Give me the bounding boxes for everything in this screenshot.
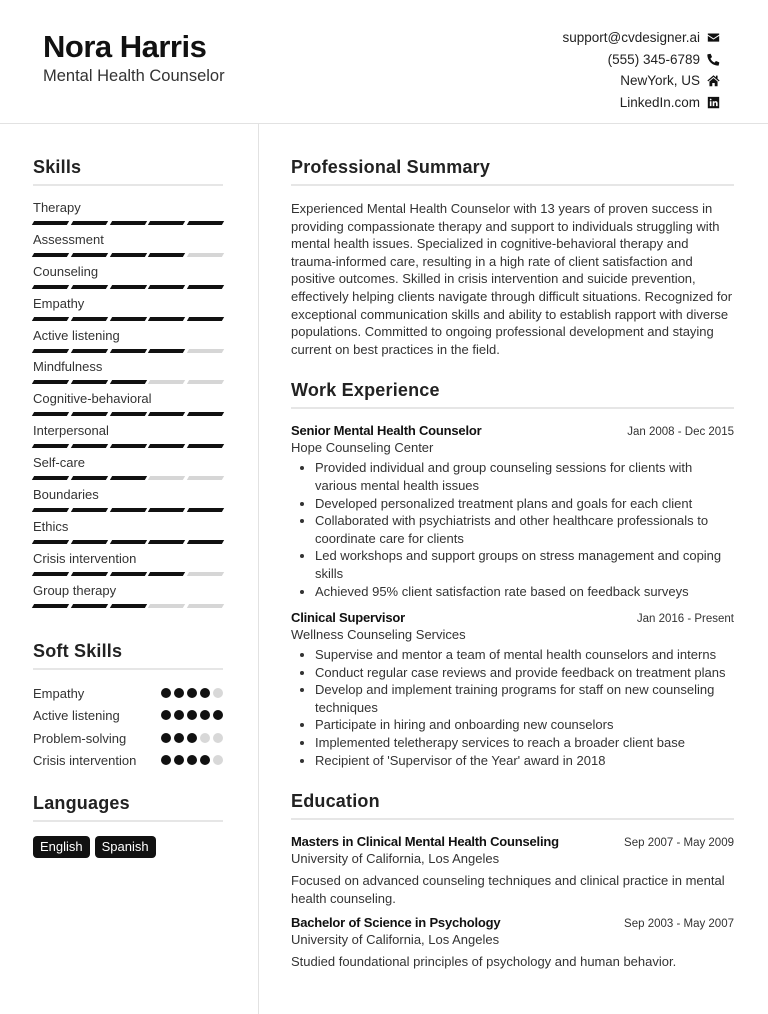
degree-title: Bachelor of Science in Psychology <box>291 915 501 931</box>
skill-level-segment <box>187 285 224 289</box>
skill-level-segment <box>187 604 224 608</box>
skill-level-segment <box>32 540 69 544</box>
summary-text: Experienced Mental Health Counselor with 13 years of proven success in providing compassionate therapy and support to individuals struggling with mental health issues. Specialized in cognitive-behavioral therapy and trauma-informed care, resulting in a high rate of client satisfaction and positive outcomes. Skilled in crisis intervention and suicide prevention, effectively helping clients navigate through difficult situations. Recognized for exceptional communication skills and ability to establish rapport with diverse populations. Committed to ongoing professional development and staying current on best practices in the field. <box>291 201 733 357</box>
skill-level-segment <box>148 253 185 257</box>
main-content <box>291 157 734 971</box>
level-dot <box>161 755 171 765</box>
skill-level-segment <box>187 476 224 480</box>
skill-level-segment <box>32 285 69 289</box>
skill-label: Active listening <box>33 327 120 343</box>
education-date: Sep 2007 - May 2009 <box>624 837 734 850</box>
skill-label: Therapy <box>33 200 81 215</box>
job-bullet: Achieved 95% client satisfaction rate based on feedback surveys <box>291 583 734 601</box>
home-icon <box>707 74 720 87</box>
job-bullet: Participate in hiring and onboarding new counselors <box>291 716 734 734</box>
skill-item <box>33 455 223 487</box>
work-heading: Work Experience <box>291 380 734 409</box>
skill-level-bars <box>33 317 223 321</box>
contact-email[interactable] <box>562 27 720 49</box>
level-dot <box>161 710 171 720</box>
sidebar <box>33 157 223 858</box>
education-date: Sep 2003 - May 2007 <box>624 918 734 931</box>
resume-header <box>0 0 768 124</box>
skill-level-bars <box>33 444 223 448</box>
skill-item <box>33 328 223 360</box>
skill-level-segment <box>109 476 146 480</box>
degree-title: Masters in Clinical Mental Health Counseling <box>291 834 559 850</box>
job-bullet: Provided individual and group counseling sessions for clients with various mental health issues <box>291 459 734 494</box>
job-bullet: Recipient of 'Supervisor of the Year' award in 2018 <box>291 752 734 770</box>
soft-skill-level-dots <box>161 752 223 765</box>
skill-level-segment <box>71 317 108 321</box>
language-badge: English <box>33 836 90 858</box>
job-header <box>291 610 734 625</box>
skill-level-segment <box>187 444 224 448</box>
skill-item <box>33 264 223 296</box>
jobs-list <box>291 423 734 769</box>
skill-label: Group therapy <box>33 582 117 598</box>
skill-level-segment <box>71 572 108 576</box>
level-dot <box>213 755 223 765</box>
skill-level-segment <box>109 604 146 608</box>
soft-skills-heading: Soft Skills <box>33 641 223 670</box>
skill-level-bars <box>33 540 223 544</box>
languages-heading: Languages <box>33 793 223 822</box>
skill-item <box>33 296 223 328</box>
level-dot <box>187 733 197 743</box>
skill-level-segment <box>109 444 146 448</box>
skill-level-segment <box>32 317 69 321</box>
education-heading: Education <box>291 791 734 820</box>
level-dot <box>200 733 210 743</box>
level-dot <box>187 688 197 698</box>
contact-linkedin-text: LinkedIn.com <box>619 94 700 110</box>
skill-item <box>33 391 223 423</box>
job-header <box>291 423 734 438</box>
skill-level-segment <box>148 412 185 416</box>
skill-level-segment <box>148 540 185 544</box>
skill-level-segment <box>148 285 185 289</box>
skill-label: Assessment <box>33 231 104 247</box>
contact-location-text: NewYork, US <box>620 73 700 89</box>
soft-skill-label: Active listening <box>33 708 120 724</box>
contact-phone-text: (555) 345-6789 <box>607 51 700 67</box>
skill-item <box>33 232 223 264</box>
skill-level-segment <box>109 380 146 384</box>
job-company: Hope Counseling Center <box>291 440 434 456</box>
skill-level-segment <box>71 444 108 448</box>
candidate-title: Mental Health Counselor <box>43 67 225 85</box>
job-bullet: Collaborated with psychiatrists and other healthcare professionals to coordinate care for clients <box>291 512 734 547</box>
skill-level-segment <box>148 572 185 576</box>
soft-skill-item <box>33 685 223 703</box>
skill-level-segment <box>71 380 108 384</box>
level-dot <box>187 710 197 720</box>
skill-item <box>33 519 223 551</box>
soft-skill-level-dots <box>161 685 223 698</box>
job-entry <box>291 423 734 600</box>
job-date: Jan 2008 - Dec 2015 <box>627 426 734 439</box>
skill-level-segment <box>109 221 146 225</box>
soft-skill-item <box>33 707 223 725</box>
phone-icon <box>707 53 720 66</box>
level-dot <box>187 755 197 765</box>
skill-level-segment <box>148 317 185 321</box>
skill-level-segment <box>187 221 224 225</box>
skill-level-segment <box>71 412 108 416</box>
skill-level-segment <box>71 508 108 512</box>
skill-level-segment <box>109 540 146 544</box>
skill-level-bars <box>33 285 223 289</box>
contact-linkedin[interactable] <box>562 92 720 114</box>
level-dot <box>174 733 184 743</box>
skill-level-segment <box>71 221 108 225</box>
soft-skills-list <box>33 685 223 770</box>
level-dot <box>174 710 184 720</box>
education-description: Studied foundational principles of psychology and human behavior. <box>291 954 677 970</box>
skill-label: Crisis intervention <box>33 550 137 566</box>
skill-label: Empathy <box>33 295 85 311</box>
skill-level-segment <box>32 604 69 608</box>
job-bullet: Led workshops and support groups on stress management and coping skills <box>291 547 734 582</box>
skill-level-segment <box>32 572 69 576</box>
skill-level-segment <box>187 572 224 576</box>
contact-email-text: support@cvdesigner.ai <box>562 30 700 46</box>
languages-list <box>33 836 223 858</box>
job-bullet: Develop and implement training programs for staff on new counseling techniques <box>291 681 734 716</box>
skill-item <box>33 423 223 455</box>
skill-level-segment <box>71 476 108 480</box>
education-description: Focused on advanced counseling techniques and clinical practice in mental health counseling. <box>291 873 725 906</box>
skill-level-bars <box>33 604 223 608</box>
skill-level-bars <box>33 476 223 480</box>
skill-level-segment <box>187 349 224 353</box>
skill-item <box>33 487 223 519</box>
skill-level-bars <box>33 508 223 512</box>
level-dot <box>200 755 210 765</box>
education-section <box>291 791 734 971</box>
skill-level-segment <box>71 604 108 608</box>
skill-level-segment <box>109 412 146 416</box>
skill-item <box>33 551 223 583</box>
skill-level-segment <box>109 317 146 321</box>
skill-level-segment <box>148 444 185 448</box>
skill-level-segment <box>32 253 69 257</box>
skill-level-segment <box>71 253 108 257</box>
skill-item <box>33 200 223 232</box>
skill-level-segment <box>148 508 185 512</box>
skill-level-segment <box>148 604 185 608</box>
language-badge: Spanish <box>95 836 156 858</box>
skill-level-segment <box>32 508 69 512</box>
soft-skill-level-dots <box>161 730 223 743</box>
job-bullets <box>291 459 734 600</box>
skill-level-bars <box>33 221 223 225</box>
education-list <box>291 834 734 971</box>
skill-level-segment <box>71 540 108 544</box>
education-entry <box>291 915 734 971</box>
skill-level-segment <box>148 349 185 353</box>
skill-level-segment <box>32 221 69 225</box>
skill-level-segment <box>109 285 146 289</box>
skill-level-bars <box>33 412 223 416</box>
languages-section <box>33 793 223 858</box>
skill-level-segment <box>109 572 146 576</box>
job-title: Clinical Supervisor <box>291 610 405 626</box>
envelope-icon <box>707 31 720 44</box>
skill-label: Mindfulness <box>33 359 103 375</box>
job-entry <box>291 610 734 769</box>
level-dot <box>161 688 171 698</box>
soft-skill-level-dots <box>161 707 223 720</box>
job-bullet: Developed personalized treatment plans and goals for each client <box>291 495 734 513</box>
school-name: University of California, Los Angeles <box>291 932 500 948</box>
skills-list <box>33 200 223 615</box>
skill-level-segment <box>32 380 69 384</box>
level-dot <box>174 755 184 765</box>
skills-heading: Skills <box>33 157 223 186</box>
education-header <box>291 915 734 930</box>
contact-phone[interactable] <box>562 49 720 71</box>
skill-level-segment <box>148 380 185 384</box>
level-dot <box>174 688 184 698</box>
skill-level-segment <box>71 349 108 353</box>
skill-label: Counseling <box>33 263 99 279</box>
skill-level-segment <box>32 444 69 448</box>
skill-level-segment <box>187 317 224 321</box>
education-header <box>291 834 734 849</box>
skill-level-bars <box>33 380 223 384</box>
soft-skill-item <box>33 752 223 770</box>
job-title: Senior Mental Health Counselor <box>291 423 482 439</box>
skill-level-segment <box>32 349 69 353</box>
education-entry <box>291 834 734 907</box>
candidate-name: Nora Harris <box>43 29 207 64</box>
skill-level-segment <box>187 508 224 512</box>
job-bullet: Implemented teletherapy services to reach a broader client base <box>291 734 734 752</box>
skill-level-segment <box>109 508 146 512</box>
skill-level-segment <box>32 412 69 416</box>
column-divider <box>258 124 259 1014</box>
soft-skills-section <box>33 641 223 770</box>
skill-level-segment <box>109 253 146 257</box>
linkedin-icon <box>707 96 720 109</box>
level-dot <box>200 688 210 698</box>
skill-label: Interpersonal <box>33 423 109 439</box>
contact-list <box>562 27 720 113</box>
skill-label: Boundaries <box>33 487 99 503</box>
contact-location <box>562 70 720 92</box>
skill-level-segment <box>187 380 224 384</box>
soft-skill-label: Crisis intervention <box>33 753 137 769</box>
skill-label: Cognitive-behavioral <box>33 391 152 407</box>
soft-skill-item <box>33 730 223 748</box>
skill-item <box>33 359 223 391</box>
level-dot <box>213 688 223 698</box>
skill-level-segment <box>187 412 224 416</box>
soft-skill-label: Problem-solving <box>33 730 127 746</box>
skill-label: Self-care <box>33 455 86 471</box>
skill-level-segment <box>148 221 185 225</box>
skill-level-bars <box>33 349 223 353</box>
job-bullets <box>291 646 734 769</box>
skill-level-bars <box>33 253 223 257</box>
job-company: Wellness Counseling Services <box>291 627 466 643</box>
level-dot <box>200 710 210 720</box>
soft-skill-label: Empathy <box>33 685 85 701</box>
skill-level-segment <box>32 476 69 480</box>
skill-level-segment <box>109 349 146 353</box>
summary-heading: Professional Summary <box>291 157 734 186</box>
level-dot <box>161 733 171 743</box>
skill-level-bars <box>33 572 223 576</box>
skill-item <box>33 583 223 615</box>
school-name: University of California, Los Angeles <box>291 851 500 867</box>
job-bullet: Conduct regular case reviews and provide feedback on treatment plans <box>291 664 734 682</box>
job-date: Jan 2016 - Present <box>636 613 734 626</box>
level-dot <box>213 733 223 743</box>
skill-level-segment <box>187 253 224 257</box>
level-dot <box>213 710 223 720</box>
skill-label: Ethics <box>33 518 69 534</box>
job-bullet: Supervise and mentor a team of mental health counselors and interns <box>291 646 734 664</box>
skill-level-segment <box>148 476 185 480</box>
skill-level-segment <box>187 540 224 544</box>
skill-level-segment <box>71 285 108 289</box>
work-experience-section <box>291 380 734 769</box>
